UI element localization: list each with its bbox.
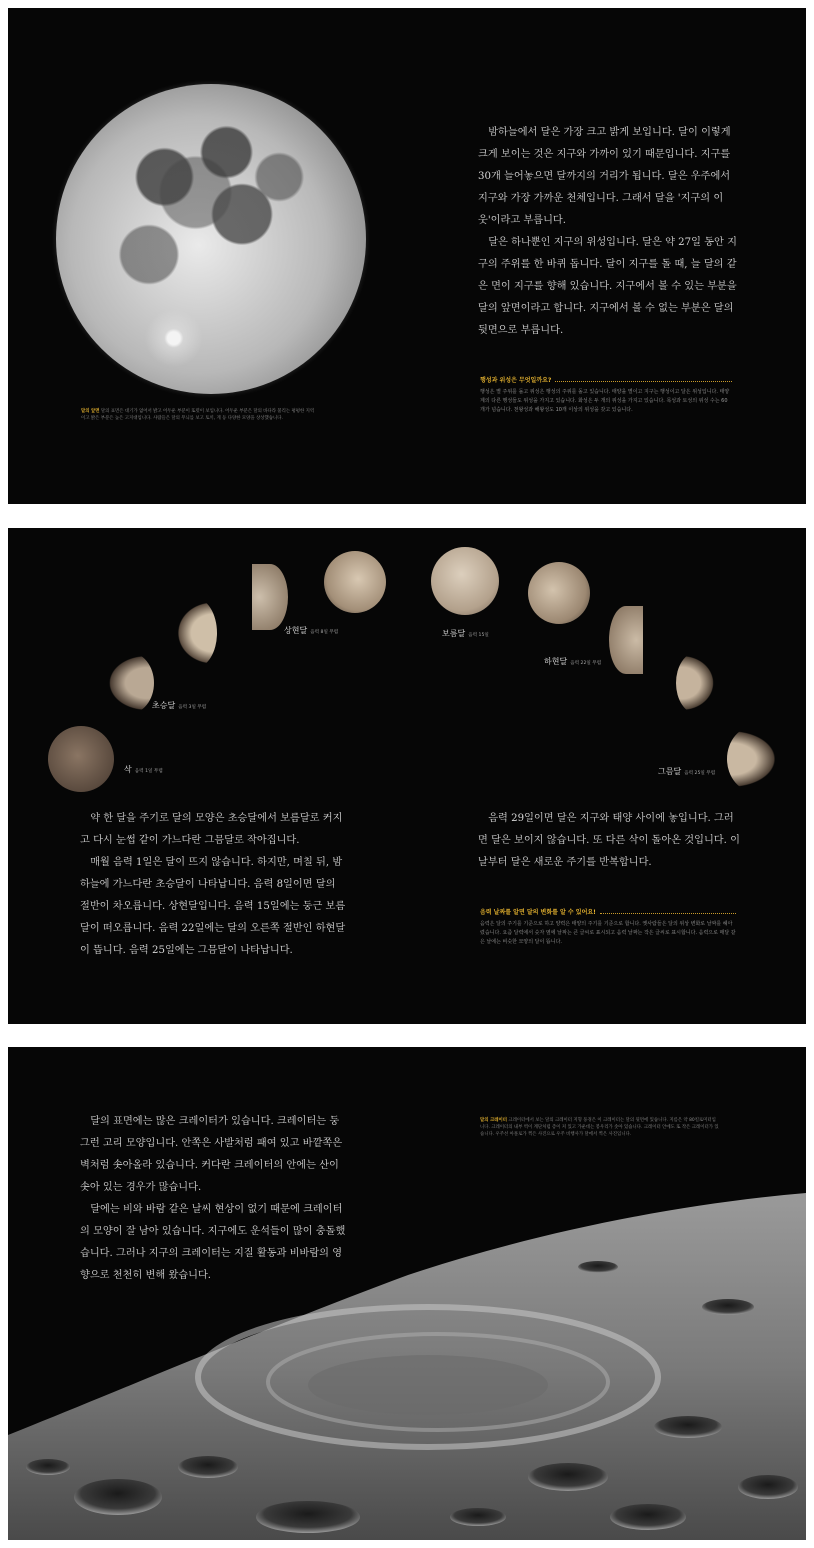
spread-page-3 [8, 1047, 806, 1540]
caption-text: 달의 표면은 대기가 없어서 밝고 어두운 부분이 또렷이 보입니다. 어두운 부분은 달의 바다라 불리는 평평한 지역이고 밝은 부분은 높은 고지대입니다. 사람들은 달의 무늬를 보고 토끼, 게 등 다양한 모양을 상상했습니다. [81, 409, 315, 421]
phases-paragraph-3: 음력 29일이면 달은 지구와 태양 사이에 놓입니다. 그러면 달은 보이지 않습니다. 또 다른 삭이 돌아온 것입니다. 이날부터 달은 새로운 주기를 반복합니다. [478, 813, 740, 868]
full-moon-image [56, 84, 366, 394]
caption-text: 크레이터에서 보는 달의 크레이터 지형 풍경은 이 크레이터는 달의 뒷면에 있습니다. 지름은 약 80킬로미터입니다. 크레이터의 내부 벽이 계단처럼 층이 져 있고 가운데는 봉우리가 솟아 있습니다. 크레이터 안에도 또 작은 크레이터가 있습니다. 우주선 아폴로가 찍은 사진으로 우주 비행사가 달에서 찍은 사진입니다. [480, 1118, 719, 1137]
phase-label-crescent: 초승달 음력 3일 무렵 [152, 701, 207, 710]
phases-paragraph-1: 약 한 달을 주기로 달의 모양은 초승달에서 보름달로 커지고 다시 눈썹 같이 가느다란 그믐달로 작아집니다. [80, 813, 343, 846]
craters-paragraph-2: 달에는 비와 바람 같은 날씨 현상이 없기 때문에 크레이터의 모양이 잘 남아 있습니다. 지구에도 운석들이 많이 충돌했습니다. 그러나 지구의 크레이터는 지질 활동과 비바람의 영향으로 천천히 변해 왔습니다. [80, 1204, 346, 1281]
info-box-text: 행성은 별 주위를 돌고 위성은 행성의 주위를 돌고 있습니다. 태양을 별이고 지구는 행성이고 달은 위성입니다. 태양계의 다른 행성들도 위성을 가지고 있습니다. 화성은 두 개의 위성을 가지고 있습니다. 목성과 토성의 위성 수는 60개가 넘습니다. 천왕성과 해왕성도 10개 이상의 위성을 갖고 있습니다. [480, 389, 730, 413]
first-quarter-image [252, 564, 288, 630]
spread-page-2 [8, 528, 806, 1024]
crater-caption [480, 1117, 720, 1138]
phases-paragraph-2: 매월 음력 1일은 달이 뜨지 않습니다. 하지만, 며칠 뒤, 밤하늘에 가느다란 초승달이 나타납니다. 음력 8일이면 달의 절반이 차오릅니다. 상현달입니다. 음력 15일에는 둥근 보름달이 떠오릅니다. 음력 22일에는 달의 오른쪽 절반인 하현달이 뜹니다. 음력 25일에는 그믐달이 나타납니다. [80, 857, 346, 956]
craters-body-text [80, 1111, 348, 1287]
phases-right-text [478, 808, 742, 874]
craters-paragraph-1: 달의 표면에는 많은 크레이터가 있습니다. 크레이터는 둥그런 고리 모양입니다. 안쪽은 사발처럼 패여 있고 바깥쪽은 벽처럼 솟아올라 있습니다. 커다란 크레이터의 안에는 산이 솟아 있는 경우가 많습니다. [80, 1116, 343, 1193]
intro-paragraph-1: 밤하늘에서 달은 가장 크고 밝게 보입니다. 달이 이렇게 크게 보이는 것은 지구와 가까이 있기 때문입니다. 지구를 30개 늘어놓으면 달까지의 거리가 됩니다. 달은 우주에서 지구와 가장 가까운 천체입니다. 그래서 달을 '지구의 이웃'이라고 부릅니다. [478, 127, 731, 226]
info-box-title: 행성과 위성은 무엇일까요? [480, 377, 552, 384]
info-box-planets [480, 376, 732, 415]
phase-label-full-moon: 보름달 음력 15일 [442, 629, 489, 638]
phase-label-new-moon: 삭음력 1일 무렵 [124, 765, 163, 774]
intro-paragraph-2: 달은 하나뿐인 지구의 위성입니다. 달은 약 27일 동안 지구의 주위를 한 바퀴 돕니다. 달이 지구를 돌 때, 늘 달의 같은 면이 지구를 향해 있습니다. 지구에서 볼 수 있는 부분을 달의 앞면이라고 합니다. 지구에서 볼 수 없는 부분은 달의 뒷면으로 부릅니다. [478, 237, 737, 336]
spread-page-1 [8, 8, 806, 504]
info-box-text: 음력은 달의 주기를 기준으로 하고 양력은 태양의 주기를 기준으로 합니다. 옛사람들은 달의 위상 변화로 날짜를 헤아렸습니다. 요즘 달력에서 숫자 옆에 날짜는 큰 글씨로 표시되고 음력 날짜는 작은 글씨로 표시합니다. 음력으로 매달 같은 날에는 비슷한 모양의 달이 뜹니다. [480, 921, 736, 945]
waning-crescent-image-1 [676, 652, 718, 714]
caption-title: 달의 크레이터 [480, 1118, 507, 1123]
divider [555, 381, 732, 382]
waning-crescent-image-2 [727, 726, 783, 792]
waxing-gibbous-image [324, 551, 386, 613]
moon-caption [81, 408, 315, 422]
info-box-lunar-calendar [480, 908, 736, 947]
phase-label-last-quarter: 하현달 음력 22일 무렵 [544, 657, 602, 666]
waxing-crescent-image-2 [173, 598, 217, 668]
info-box-title: 음력 날짜를 알면 달의 변화를 알 수 있어요! [480, 909, 596, 916]
phase-label-waning-crescent: 그믐달 음력 25일 무렵 [658, 767, 716, 776]
full-moon-phase-image [431, 547, 499, 615]
new-moon-image [48, 726, 114, 792]
caption-title: 달의 앞면 [81, 409, 100, 414]
divider [600, 913, 736, 914]
waning-gibbous-image [528, 562, 590, 624]
waxing-crescent-image-1 [104, 652, 154, 714]
intro-body-text [478, 122, 740, 342]
last-quarter-image [609, 606, 643, 674]
phase-label-first-quarter: 상현달 음력 8일 무렵 [284, 626, 339, 635]
phases-left-text [80, 808, 348, 962]
